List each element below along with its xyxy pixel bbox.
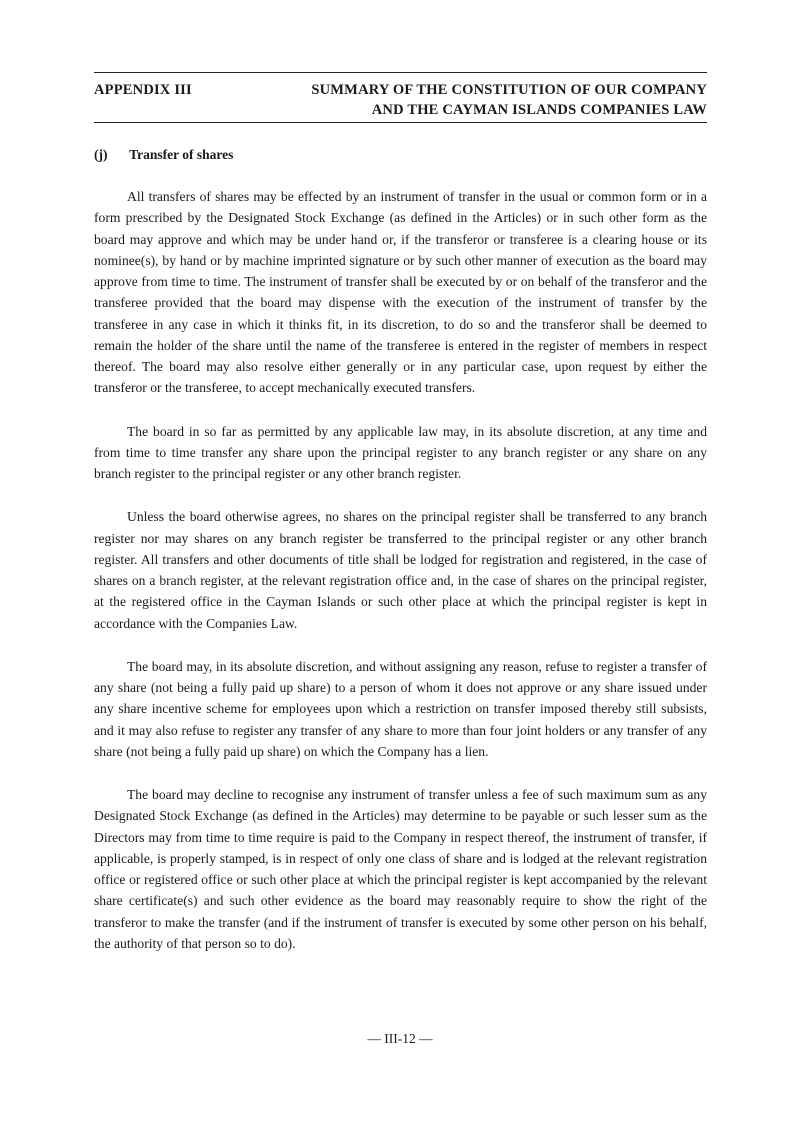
section-label: (j)	[94, 147, 108, 162]
page-number: — III-12 —	[367, 1031, 433, 1046]
appendix-title-line-1: SUMMARY OF THE CONSTITUTION OF OUR COMPANY	[311, 82, 707, 98]
paragraph: Unless the board otherwise agrees, no shares on the principal register shall be transferred to any branch register nor may shares on any branch register be transferred to the principal register or any other branch register. All transfers and other documents of title shall be lodged for registration and registered, in the case of shares on a branch register, at the relevant registration office and, in the case of shares on the principal register, at the registered office in the Cayman Islands or such other place at which the principal register is kept in accordance with the Companies Law.	[94, 509, 707, 631]
page-header	[94, 80, 707, 120]
paragraph: All transfers of shares may be effected by an instrument of transfer in the usual or common form or in a form prescribed by the Designated Stock Exchange (as defined in the Articles) or in such other form as the board may approve and which may be under hand or, if the transferor or transferee is a clearing house or its nominee(s), by hand or by machine imprinted signature or by such other manner of execution as the board may approve from time to time. The instrument of transfer shall be executed by or on behalf of the transferor and the transferee provided that the board may dispense with the execution of the instrument of transfer by the transferee in any case in which it thinks fit, in its discretion, to do so and the transferor shall be deemed to remain the holder of the share until the name of the transferee is entered in the register of members in respect thereof. The board may also resolve either generally or in any particular case, upon request by either the transferor or the transferee, to accept mechanically executed transfers.	[94, 189, 707, 396]
appendix-title-line-2: AND THE CAYMAN ISLANDS COMPANIES LAW	[371, 102, 707, 118]
paragraph: The board may, in its absolute discretion, and without assigning any reason, refuse to register a transfer of any share (not being a fully paid up share) to a person of whom it does not approve or any share issued under any share incentive scheme for employees upon which a restriction on transfer imposed thereby still subsists, and it may also refuse to register any transfer of any share to more than four joint holders or any transfer of any share (not being a fully paid up share) on which the Company has a lien.	[94, 658, 707, 759]
header-top-rule	[94, 72, 707, 73]
paragraph: The board in so far as permitted by any applicable law may, in its absolute discretion, at any time and from time to time transfer any share upon the principal register to any branch register or any share on any branch register to the principal register or any other branch register.	[94, 423, 707, 481]
body-text	[94, 186, 707, 976]
header-bottom-rule	[94, 122, 707, 123]
section-heading	[94, 146, 233, 164]
paragraph: The board may decline to recognise any instrument of transfer unless a fee of such maximum sum as any Designated Stock Exchange (as defined in the Articles) may determine to be payable or such lesser sum as the Directors may from time to time require is paid to the Company in respect thereof, the instrument of transfer, if applicable, is properly stamped, is in respect of only one class of share and is lodged at the relevant registration office or registered office or such other place at which the principal register is kept accompanied by the relevant share certificate(s) and such other evidence as the board may reasonably require to show the right of the transferor to make the transfer (and if the instrument of transfer is executed by some other person on his behalf, the authority of that person so to do).	[94, 787, 707, 951]
section-title: Transfer of shares	[129, 147, 234, 162]
appendix-label: APPENDIX III	[94, 82, 192, 98]
